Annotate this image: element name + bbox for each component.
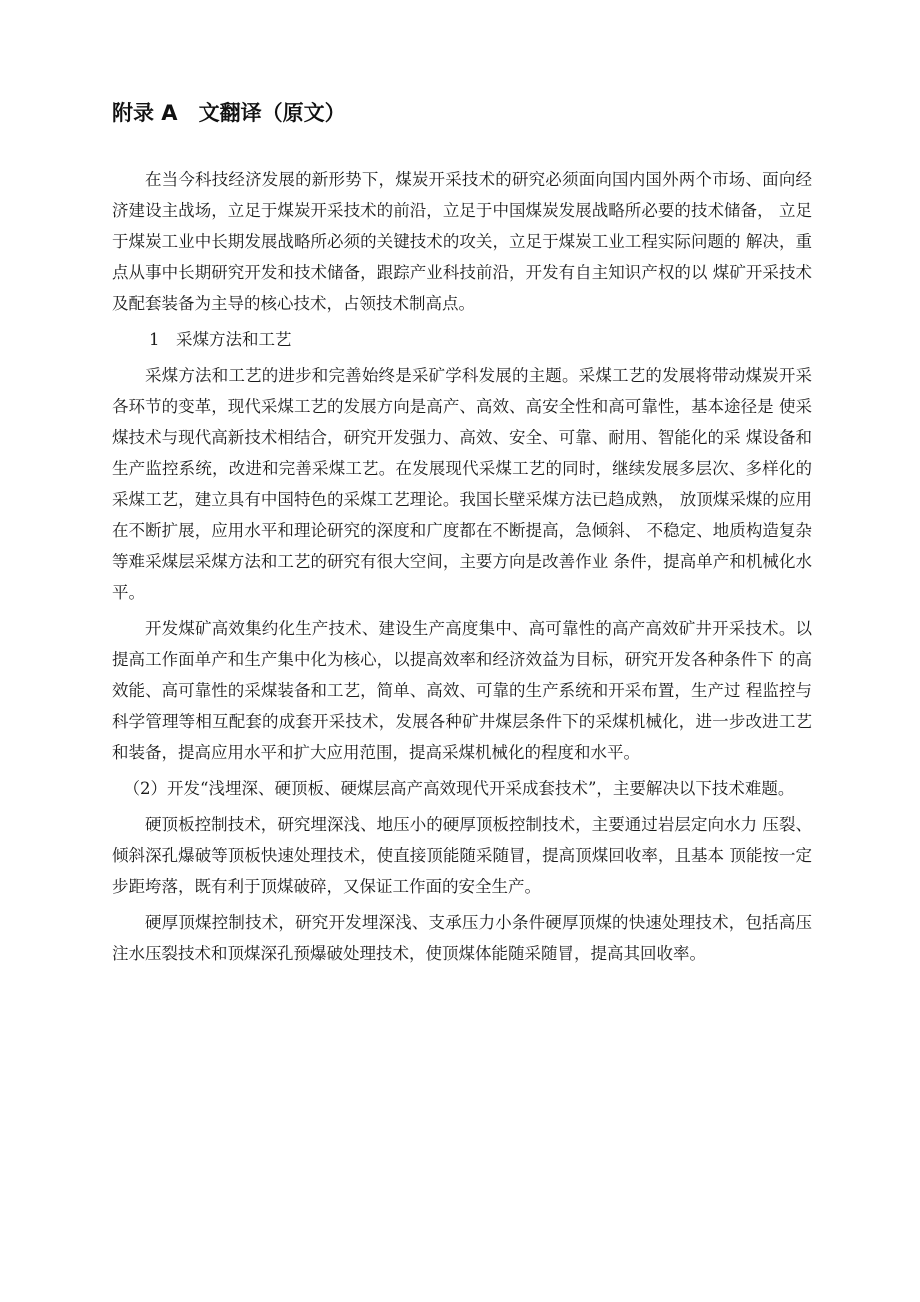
paragraph-hard-roof-control: 硬顶板控制技术，研究埋深浅、地压小的硬厚顶板控制技术，主要通过岩层定向水力 压裂、倾斜深孔爆破等顶板快速处理技术，使直接顶能随采随冒，提高顶煤回收率，且基本 顶能按一定步距垮落，既有利于顶煤破碎，又保证工作面的安全生产。 (112, 815, 812, 896)
paragraph-intro: 在当今科技经济发展的新形势下，煤炭开采技术的研究必须面向国内国外两个市场、面向经 济建设主战场，立足于煤炭开采技术的前沿，立足于中国煤炭发展战略所必要的技术储备， 立足于煤炭工业中长期发展战略所必须的关键技术的攻关，立足于煤炭工业工程实际问题的 解决，重点从事中长期研究开发和技术储备，跟踪产业科技前沿，开发有自主知识产权的以 煤矿开采技术及配套装备为主导的核心技术，占领技术制高点。 (112, 170, 812, 313)
paragraph-efficient-production: 开发煤矿高效集约化生产技术、建设生产高度集中、高可靠性的高产高效矿井开采技术。以 提高工作面单产和生产集中化为核心，以提高效率和经济效益为目标，研究开发各种条件下 的高效能、高可靠性的采煤装备和工艺，简单、高效、可靠的生产系统和开采布置，生产过 程监控与科学管理等相互配套的成套开采技术，发展各种矿井煤层条件下的采煤机械化，进一步改进工艺和装备，提高应用水平和扩大应用范围，提高采煤机械化的程度和水平。 (112, 619, 812, 762)
paragraph-mining-methods: 采煤方法和工艺的进步和完善始终是采矿学科发展的主题。采煤工艺的发展将带动煤炭开采 各环节的变革，现代采煤工艺的发展方向是高产、高效、高安全性和高可靠性，基本途径是 使采煤技术与现代高新技术相结合，研究开发强力、高效、安全、可靠、耐用、智能化的采 煤设备和生产监控系统，改进和完善采煤工艺。在发展现代采煤工艺的同时，继续发展多层次、多样化的采煤工艺，建立具有中国特色的采煤工艺理论。我国长壁采煤方法已趋成熟， 放顶煤采煤的应用在不断扩展，应用水平和理论研究的深度和广度都在不断提高，急倾斜、 不稳定、地质构造复杂等难采煤层采煤方法和工艺的研究有很大空间，主要方向是改善作业 条件，提高单产和机械化水平。 (112, 366, 812, 602)
paragraph-hard-top-coal-control: 硬厚顶煤控制技术，研究开发埋深浅、支承压力小条件硬厚顶煤的快速处理技术，包括高压 注水压裂技术和顶煤深孔预爆破处理技术，使顶煤体能随采随冒，提高其回收率。 (112, 913, 812, 963)
paragraph-item-2: （2）开发“浅埋深、硬顶板、硬煤层高产高效现代开采成套技术”，主要解决以下技术难题。 (123, 779, 795, 798)
section-title-mining-methods: 1 采煤方法和工艺 (149, 330, 292, 349)
body-text (112, 164, 812, 974)
appendix-heading: 附录 A 文翻译（原文） (112, 101, 346, 125)
